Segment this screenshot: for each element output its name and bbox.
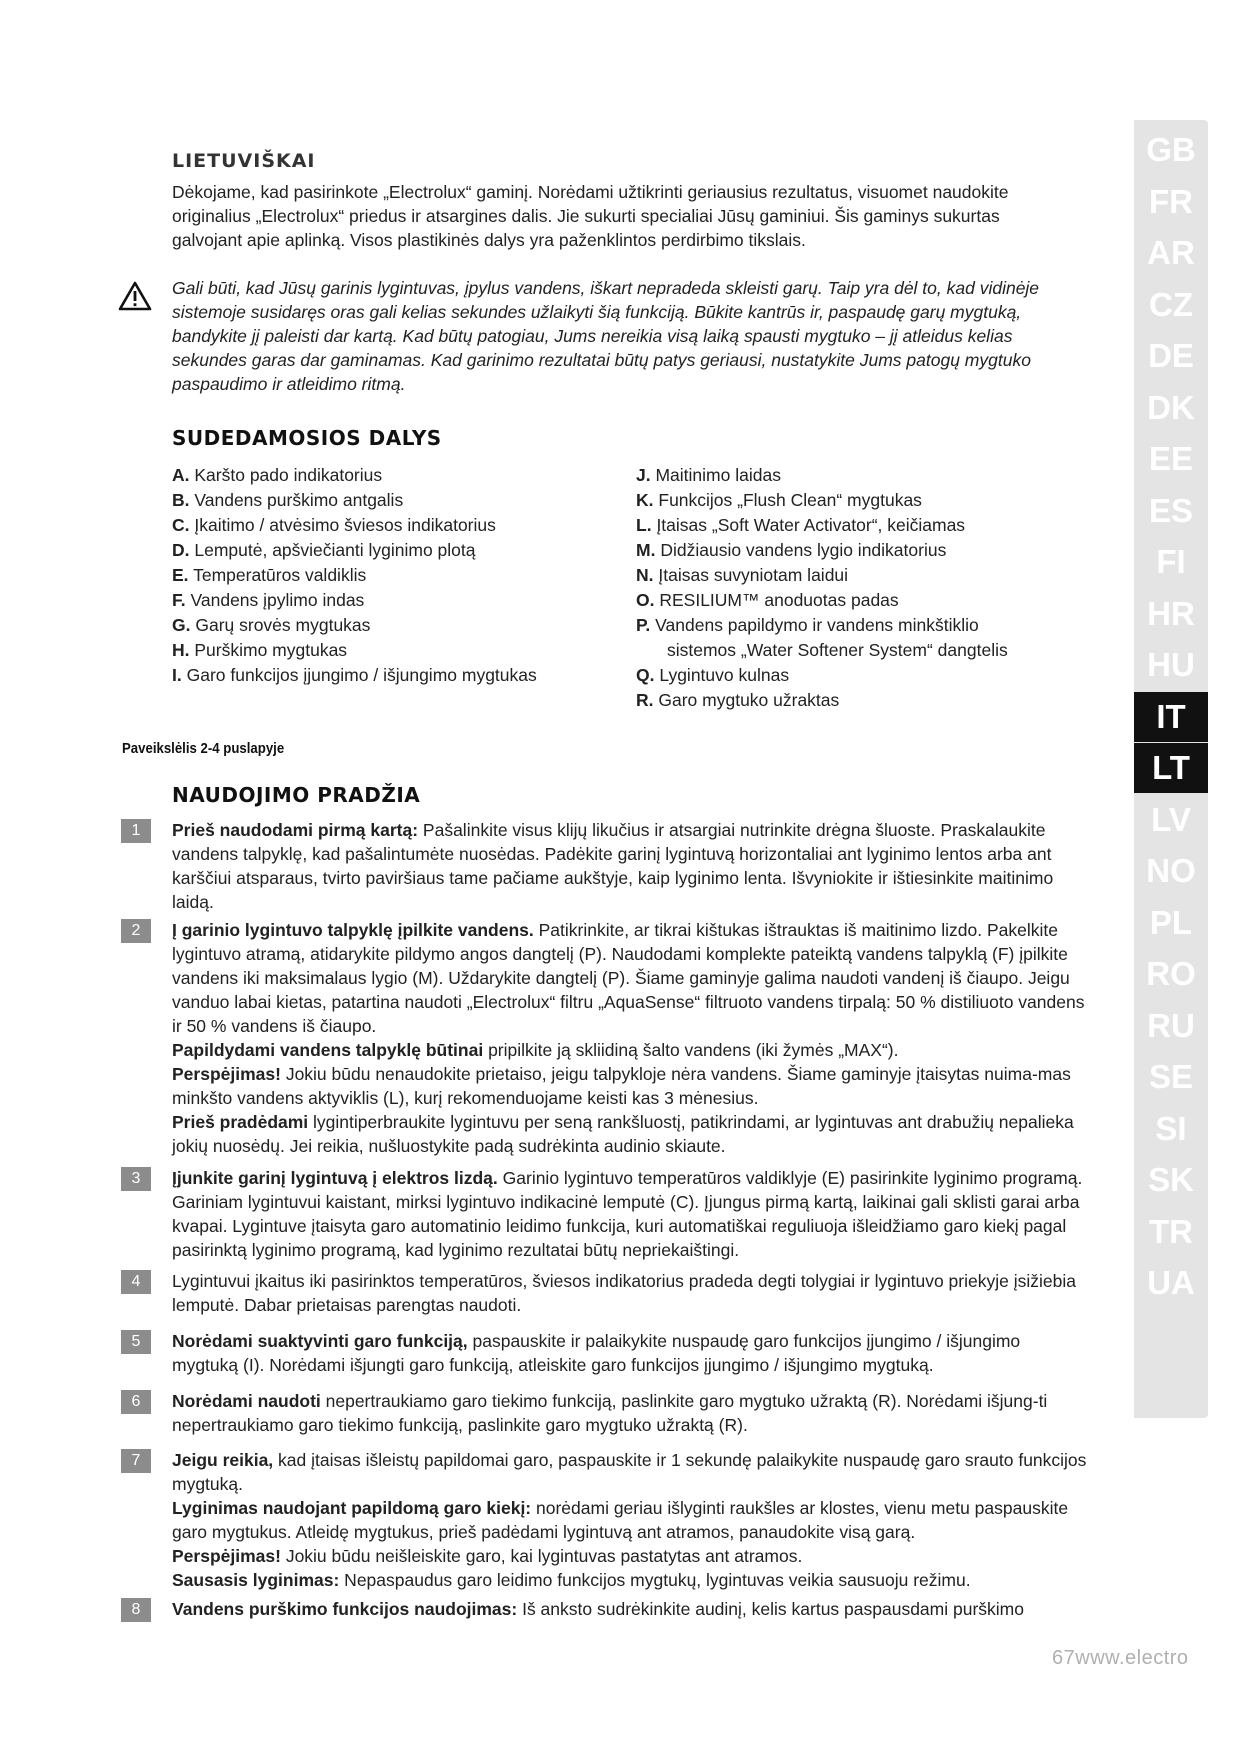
step-paragraph [172, 818, 1090, 914]
part-letter: O. [636, 590, 655, 610]
language-tab-de[interactable]: DE [1148, 337, 1194, 374]
part-item [636, 638, 1008, 663]
language-tab-se[interactable]: SE [1148, 1058, 1194, 1095]
step-body: Nepaspaudus garo leidimo funkcijos mygtukų, lygintuvas veikia sausuoju režimu. [339, 1570, 971, 1590]
part-item [636, 488, 1008, 513]
step-body: Garinio lygintuvo temperatūros valdiklyje (E) pasirinkite lyginimo programą. Gariniam lygintuvui kaistant, mirksi lygintuvo indikacinė lemputė (C). Įjungus pirmą kartą, laikinai gali sklisti garai arba kvapai. Lygintuve įtaisyta garo automatinio leidimo funkcija, kuri automatiškai reguliuoja išleidžiamo garo kiekį pagal pasirinktą lyginimo programą, kad lyginimo rezultatai būtų nepriekaištingi. [172, 1168, 1083, 1260]
language-heading: LIETUVIŠKAI [172, 150, 316, 172]
step-body: Iš anksto sudrėkinkite audinį, kelis kartus paspausdami purškimo [517, 1599, 1024, 1619]
step-text [172, 1597, 1090, 1621]
part-text: Karšto pado indikatorius [194, 465, 383, 485]
part-item [172, 463, 537, 488]
parts-list-right [636, 463, 1008, 713]
step-paragraph [172, 1038, 1090, 1062]
part-text: Įkaitimo / atvėsimo šviesos indikatorius [194, 515, 496, 535]
step-paragraph [172, 1329, 1090, 1377]
step-body: kad įtaisas išleistų papildomai garo, paspauskite ir 1 sekundę palaikykite nuspaudę garo srauto funkcijos mygtuką. [172, 1450, 1087, 1494]
page-footer: 67www.electro [1052, 1647, 1189, 1669]
step-paragraph [172, 1062, 1090, 1110]
part-letter: M. [636, 540, 656, 560]
part-item [172, 538, 537, 563]
step-body: Lygintuvui įkaitus iki pasirinktos temperatūros, šviesos indikatorius pradeda degti tolygiai ir lygintuvo priekyje įsižiebia lemputė. Dabar prietaisas parengtas naudoti. [172, 1271, 1076, 1315]
step-body: Jokiu būdu nenaudokite prietaiso, jeigu talpykloje nėra vandens. Šiame gaminyje įtaisytas nuima-mas minkšto vandens aktyviklis (L), kurį rekomenduojame keisti kas 3 mėnesius. [172, 1064, 1071, 1108]
part-letter: I. [172, 665, 182, 685]
part-text: Didžiausio vandens lygio indikatorius [660, 540, 947, 560]
step-number-badge: 4 [121, 1270, 151, 1294]
part-letter: A. [172, 465, 190, 485]
step-paragraph [172, 918, 1090, 1038]
step-body: paspauskite ir palaikykite nuspaudę garo funkcijos įjungimo / išjungimo mygtuką (I). Norėdami išjungti garo funkciją, atleiskite garo funkcijos įjungimo / išjungimo mygtuką. [172, 1331, 1021, 1375]
part-item [172, 513, 537, 538]
figure-reference: Paveikslėlis 2-4 puslapyje [122, 740, 285, 757]
step-text [172, 1269, 1090, 1317]
intro-paragraph: Dėkojame, kad pasirinkote „Electrolux“ gaminį. Norėdami užtikrinti geriausius rezultatus, visuomet naudokite originalius „Electrolux“ priedus ir atsargines dalis. Jie sukurti specialiai Jūsų gaminiui. Šis gaminys sukurtas galvojant apie aplinką. Visos plastikinės dalys yra paženklintos perdirbimo tikslais. [172, 182, 1009, 250]
part-letter: H. [172, 640, 190, 660]
step-lead: Prieš naudodami pirmą kartą: [172, 820, 419, 840]
part-item [172, 663, 537, 688]
part-item [636, 613, 1008, 638]
language-tab-cz[interactable]: CZ [1149, 285, 1193, 323]
part-item [636, 588, 1008, 613]
step-lead: Papildydami vandens talpyklę būtinai [172, 1040, 484, 1060]
part-letter: G. [172, 615, 191, 635]
language-tab-it[interactable]: IT [1134, 692, 1208, 742]
language-tab-hu[interactable]: HU [1147, 646, 1195, 683]
language-tab-ar[interactable]: AR [1147, 234, 1195, 271]
step-body: nepertraukiamo garo tiekimo funkciją, paslinkite garo mygtuko užraktą (R). Norėdami išjung-ti nepertraukiamo garo tiekimo funkciją, paslinkite garo mygtuko užraktą (R). [172, 1391, 1048, 1435]
part-text: Garo mygtuko užraktas [658, 690, 840, 710]
usage-heading: NAUDOJIMO PRADŽIA [172, 783, 421, 807]
language-tab-dk[interactable]: DK [1147, 388, 1195, 426]
part-letter: K. [636, 490, 654, 510]
step-lead: Į garinio lygintuvo talpyklę įpilkite vandens. [172, 920, 534, 940]
part-text: Temperatūros valdiklis [193, 565, 367, 585]
language-tab-ru[interactable]: RU [1147, 1006, 1195, 1044]
step-number-badge: 3 [121, 1167, 151, 1191]
step-text [172, 1448, 1090, 1592]
language-tab-ee[interactable]: EE [1148, 440, 1194, 477]
step-paragraph [172, 1544, 1090, 1568]
parts-heading: SUDEDAMOSIOS DALYS [172, 426, 442, 450]
step-lead: Perspėjimas! [172, 1064, 281, 1084]
step-lead: Prieš pradėdami [172, 1112, 309, 1132]
language-tab-es[interactable]: ES [1148, 491, 1194, 529]
step-lead: Įjunkite garinį lygintuvą į elektros lizdą. [172, 1168, 498, 1188]
step-paragraph [172, 1110, 1090, 1158]
step-paragraph [172, 1166, 1090, 1262]
language-tab-fr[interactable]: FR [1149, 182, 1193, 220]
step-body: norėdami geriau išlyginti raukšles ar klostes, vienu metu paspauskite garo mygtukus. Atleidę mygtukus, prieš padėdami lygintuvą ant atramos, panaudokite visą garą. [172, 1498, 1069, 1542]
part-text: Funkcijos „Flush Clean“ mygtukas [658, 490, 922, 510]
part-item [172, 563, 537, 588]
parts-list-left [172, 463, 537, 688]
step-lead: Vandens purškimo funkcijos naudojimas: [172, 1599, 518, 1619]
part-text: RESILIUM™ anoduotas padas [659, 590, 899, 610]
part-item [636, 513, 1008, 538]
step-text [172, 818, 1090, 914]
part-letter: D. [172, 540, 190, 560]
step-number-badge: 5 [121, 1330, 151, 1354]
step-body: Jokiu būdu neišleiskite garo, kai lygintuvas pastatytas ant atramos. [280, 1546, 803, 1566]
step-number-badge: 6 [121, 1390, 151, 1414]
step-number-badge: 2 [121, 919, 151, 943]
language-tab-ro[interactable]: RO [1146, 955, 1196, 992]
step-number-badge: 7 [121, 1449, 151, 1473]
language-tab-hr[interactable]: HR [1147, 594, 1195, 632]
step-body: Patikrinkite, ar tikrai kištukas ištrauktas iš maitinimo lizdo. Pakelkite lygintuvo atramą, atidarykite pildymo angos dangtelį (P). Naudodami komplekte pateiktą vandens talpyklą (F) įpilkite vandens iki maksimalaus lygio (M). Uždarykite dangtelį (P). Šiame gaminyje galima naudoti vandenį iš čiaupo. Jeigu vanduo labai kietas, patartina naudoti „Electrolux“ filtru „AquaSense“ filtruoto vandens tirpalą: 50 % distiliuoto vandens ir 50 % vandens iš čiaupo. [172, 920, 1085, 1036]
part-letter: N. [636, 565, 654, 585]
language-tab-lt[interactable]: LT [1134, 743, 1208, 793]
part-text: Lygintuvo kulnas [659, 665, 790, 685]
part-text: Vandens purškimo antgalis [194, 490, 404, 510]
language-tab-si[interactable]: SI [1155, 1109, 1187, 1147]
part-item [172, 488, 537, 513]
part-letter: J. [636, 465, 651, 485]
part-text: Garo funkcijos įjungimo / išjungimo mygtukas [186, 665, 537, 685]
part-text: Įtaisas suvyniotam laidui [658, 565, 849, 585]
step-paragraph [172, 1597, 1090, 1621]
step-paragraph [172, 1269, 1090, 1317]
language-tab-ua[interactable]: UA [1147, 1264, 1195, 1301]
part-text: sistemos „Water Softener System“ dangtelis [667, 640, 1008, 660]
step-body: Pašalinkite visus klijų likučius ir atsargiai nutrinkite drėgna šluoste. Praskalaukite vandens talpyklę, kad pašalintumėte nuosėdas. Padėkite garinį lygintuvą horizontaliai ant lyginimo lentos arba ant karščiui atsparaus, tvirto paviršiaus tame pačiame aukštyje, kaip lyginimo lenta. Išvyniokite ir ištiesinkite maitinimo laidą. [172, 820, 1054, 912]
part-item [636, 538, 1008, 563]
step-lead: Jeigu reikia, [172, 1450, 274, 1470]
language-tab-pl[interactable]: PL [1149, 903, 1193, 941]
part-text: Įtaisas „Soft Water Activator“, keičiamas [656, 515, 966, 535]
part-letter: R. [636, 690, 654, 710]
part-item [172, 613, 537, 638]
step-number-badge: 8 [121, 1598, 151, 1622]
part-item [172, 588, 537, 613]
part-letter: P. [636, 615, 651, 635]
warning-triangle-icon [118, 281, 152, 311]
language-tab-fi[interactable]: FI [1156, 543, 1186, 580]
part-letter: Q. [636, 665, 655, 685]
step-number-badge: 1 [121, 819, 151, 843]
language-tab-no[interactable]: NO [1146, 852, 1196, 889]
part-text: Purškimo mygtukas [194, 640, 348, 660]
step-lead: Lyginimas naudojant papildomą garo kiekį: [172, 1498, 532, 1518]
part-letter: B. [172, 490, 190, 510]
step-text [172, 1389, 1090, 1437]
part-letter: C. [172, 515, 190, 535]
part-item [636, 563, 1008, 588]
step-paragraph [172, 1568, 1090, 1592]
part-item [636, 663, 1008, 688]
language-tab-lv[interactable]: LV [1151, 800, 1191, 838]
part-text: Maitinimo laidas [655, 465, 781, 485]
part-text: Vandens papildymo ir vandens minkštiklio [655, 615, 979, 635]
part-item [636, 688, 1008, 713]
step-lead: Sausasis lyginimas: [172, 1570, 340, 1590]
step-lead: Norėdami naudoti [172, 1391, 321, 1411]
step-paragraph [172, 1448, 1090, 1496]
step-paragraph [172, 1496, 1090, 1544]
language-tab-tr[interactable]: TR [1149, 1212, 1193, 1250]
language-tab-sk[interactable]: SK [1148, 1161, 1194, 1198]
warning-text: Gali būti, kad Jūsų garinis lygintuvas, įpylus vandens, iškart nepradeda skleisti garų. Taip yra dėl to, kad vidinėje sistemoje susidaręs oras gali kelias sekundes užlaikyti šią funkciją. Būkite kantrūs ir, paspaudę garų mygtuką, bandykite jį paleisti dar kartą. Kad būtų patogiau, Jums nereikia visą laiką spausti mygtuko – jį atleidus kelias sekundes garas dar gaminamas. Kad garinimo rezultatai būtų patys geriausi, nustatykite Jums patogų mygtuko paspaudimo ir atleidimo ritmą. [172, 278, 1040, 394]
step-text [172, 1166, 1090, 1262]
step-paragraph [172, 1389, 1090, 1437]
language-tab-gb[interactable]: GB [1146, 131, 1196, 168]
step-body: pripilkite ją skliidiną šalto vandens (iki žymės „MAX“). [483, 1040, 899, 1060]
part-letter: F. [172, 590, 186, 610]
part-letter: L. [636, 515, 652, 535]
step-body: lygintiperbraukite lygintuvu per seną rankšluostį, patikrindami, ar lygintuvas ant drabužių nepalieka jokių nuosėdų. Jei reikia, nušluostykite padą sudrėkinta audinio skiaute. [172, 1112, 1074, 1156]
step-lead: Norėdami suaktyvinti garo funkciją, [172, 1331, 468, 1351]
part-text: Garų srovės mygtukas [195, 615, 371, 635]
part-item [636, 463, 1008, 488]
part-text: Vandens įpylimo indas [190, 590, 365, 610]
step-text [172, 918, 1090, 1158]
part-letter: E. [172, 565, 189, 585]
part-item [172, 638, 537, 663]
step-lead: Perspėjimas! [172, 1546, 281, 1566]
step-text [172, 1329, 1090, 1377]
part-text: Lemputė, apšviečianti lyginimo plotą [194, 540, 476, 560]
